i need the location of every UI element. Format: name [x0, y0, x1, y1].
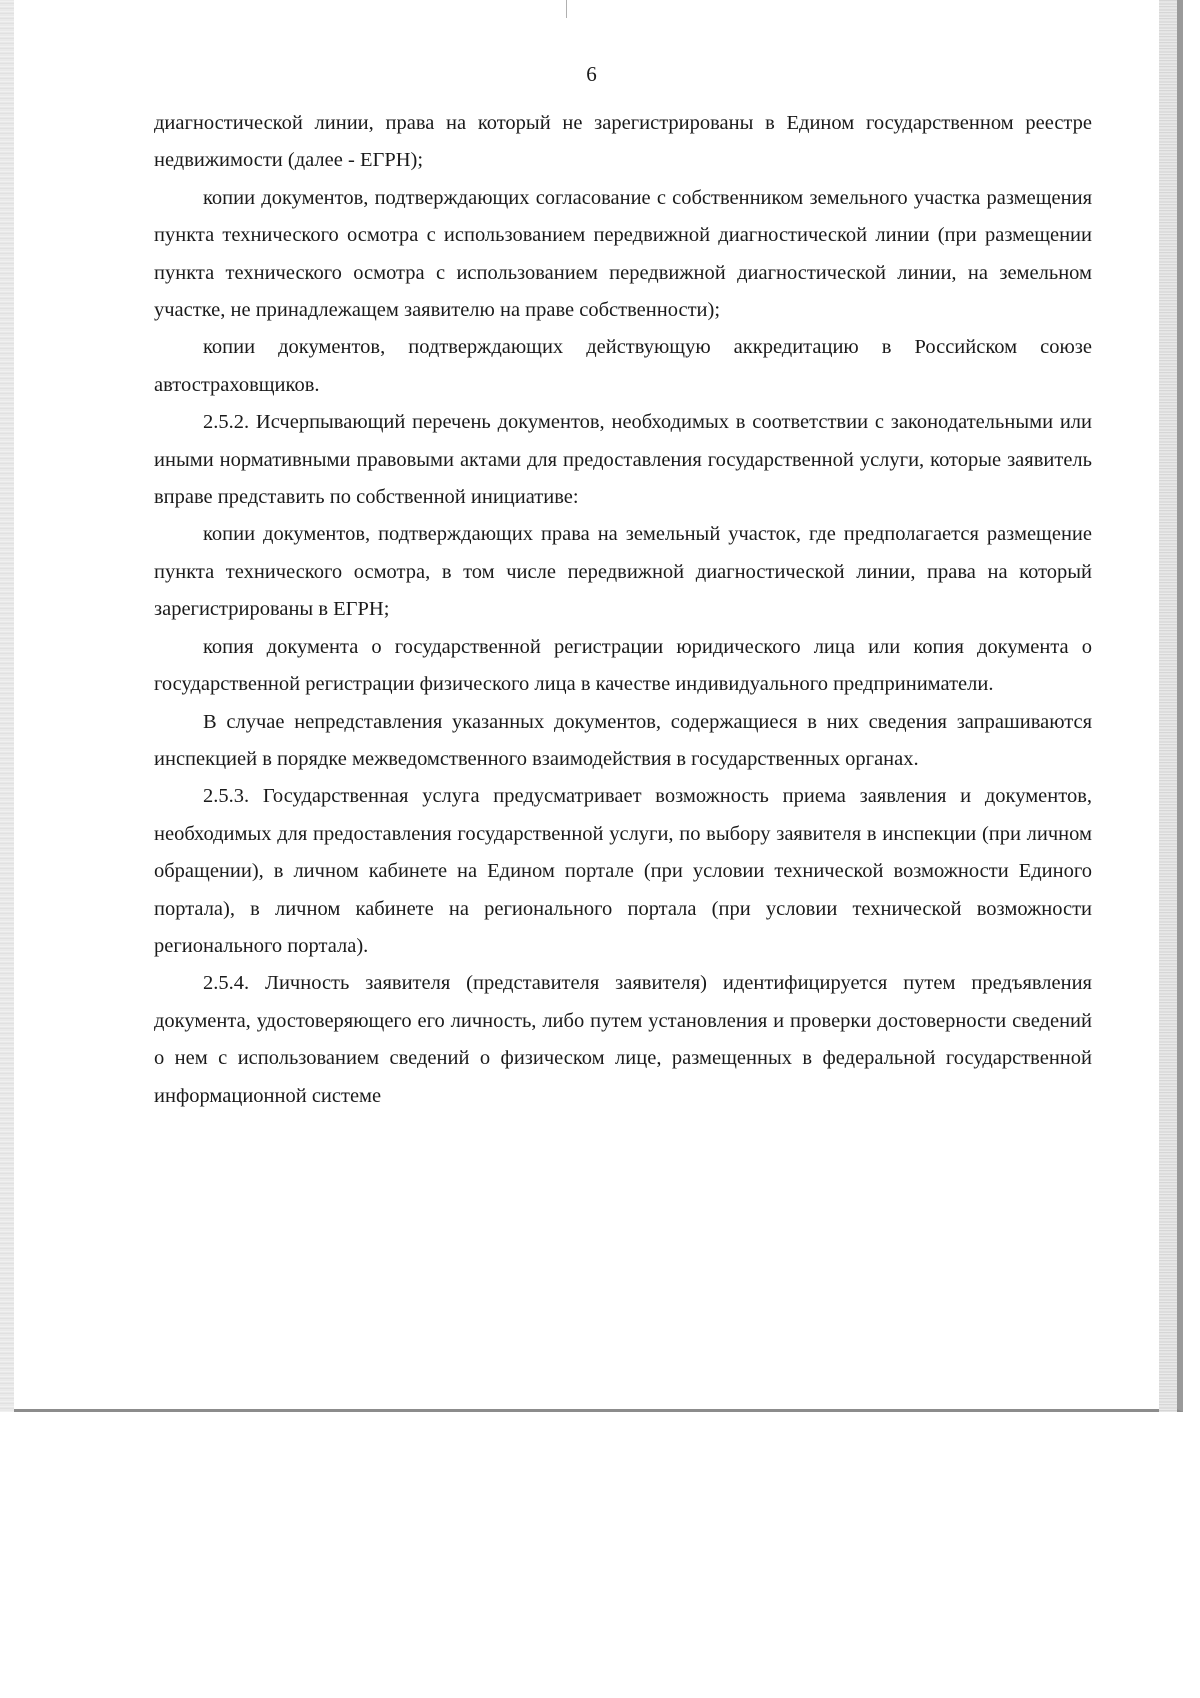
- paragraph: копии документов, подтверждающих действующую аккредитацию в Российском союзе автостраховщиков.: [154, 336, 1092, 396]
- scan-edge-right: [1159, 0, 1177, 1412]
- paragraph: копии документов, подтверждающих согласование с собственником земельного участка размещения пункта технического осмотра с использованием передвижной диагностической линии (при размещении пункта технического осмотра с использованием передвижной диагностической линии, на земельном участке, не принадлежащем заявителю на праве собственности);: [154, 186, 1092, 322]
- paragraph-2-5-4: 2.5.4. Личность заявителя (представителя заявителя) идентифицируется путем предъявления документа, удостоверяющего его личность, либо путем установления и проверки достоверности сведений о нем с использованием сведений о физическом лице, размещенных в федеральной государственной информационной системе: [154, 972, 1092, 1107]
- scan-edge-left: [0, 0, 14, 1412]
- paragraph: В случае непредставления указанных документов, содержащиеся в них сведения запрашиваются инспекцией в порядке межведомственного взаимодействия в государственных органах.: [154, 710, 1092, 770]
- document-body: [154, 105, 1092, 1115]
- page-number: 6: [586, 62, 597, 86]
- scan-artifact: [566, 0, 567, 18]
- paragraph-continuation: диагностической линии, права на который не зарегистрированы в Едином государственном реестре недвижимости (далее - ЕГРН);: [154, 112, 1092, 172]
- paragraph-2-5-3: 2.5.3. Государственная услуга предусматривает возможность приема заявления и документов, необходимых для предоставления государственной услуги, по выбору заявителя в инспекции (при личном обращении), в личном кабинете на Едином портале (при условии технической возможности Единого портала), в личном кабинете на регионального портала (при условии технической возможности регионального портала).: [154, 785, 1092, 957]
- paragraph-2-5-2: 2.5.2. Исчерпывающий перечень документов, необходимых в соответствии с законодательными или иными нормативными правовыми актами для предоставления государственной услуги, которые заявитель вправе представить по собственной инициативе:: [154, 411, 1092, 509]
- paragraph: копия документа о государственной регистрации юридического лица или копия документа о государственной регистрации физического лица в качестве индивидуального предприниматели.: [154, 635, 1092, 696]
- paragraph: копии документов, подтверждающих права на земельный участок, где предполагается размещение пункта технического осмотра, в том числе передвижной диагностической линии, права на который зарегистрированы в ЕГРН;: [154, 523, 1092, 621]
